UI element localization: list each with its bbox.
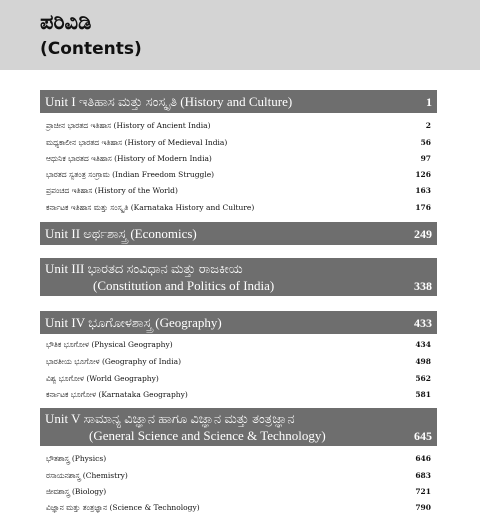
toc-entry[interactable]: ಭಾರತದ ಸ್ವತಂತ್ರ ಸಂಗ್ರಾಮ (Indian Freedom Struggle) 126 <box>46 170 431 179</box>
page-title-kannada: ಪರಿವಿಡಿ <box>40 10 92 34</box>
unit-4-heading[interactable] <box>40 311 437 334</box>
unit-1-label: Unit I ಇತಿಹಾಸ ಮತ್ತು ಸಂಸ್ಕೃತಿ (History and Culture) <box>45 94 293 109</box>
unit-3-page: 338 <box>414 279 432 293</box>
toc-entry[interactable]: ರಸಾಯನಶಾಸ್ತ್ರ (Chemistry) 683 <box>46 471 431 480</box>
unit-5-heading[interactable] <box>40 408 437 446</box>
toc-entry[interactable]: ವಿಜ್ಞಾನ ಮತ್ತು ತಂತ್ರಜ್ಞಾನ (Science & Technology) 790 <box>46 503 431 512</box>
unit-2-heading[interactable] <box>40 222 437 245</box>
toc-entry[interactable]: ಆಧುನಿಕ ಭಾರತದ ಇತಿಹಾಸ (History of Modern India) 97 <box>46 154 431 163</box>
toc-entry[interactable]: ಜೀವಶಾಸ್ತ್ರ (Biology) 721 <box>46 487 431 496</box>
unit-5-label: Unit V ಸಾಮಾನ್ಯ ವಿಜ್ಞಾನ ಹಾಗೂ ವಿಜ್ಞಾನ ಮತ್ತು ತಂತ್ರಜ್ಞಾನ <box>45 411 295 426</box>
toc-entry[interactable]: ಪ್ರಾಚೀನ ಭಾರತದ ಇತಿಹಾಸ (History of Ancient India) 2 <box>46 121 431 130</box>
unit-2-label: Unit II ಅರ್ಥಶಾಸ್ತ್ರ (Economics) <box>45 226 197 241</box>
unit-3-label: Unit III ಭಾರತದ ಸಂವಿಧಾನ ಮತ್ತು ರಾಜಕೀಯ <box>45 261 243 276</box>
unit-5-subtitle: (General Science and Science & Technology) <box>89 428 326 443</box>
unit-3-subtitle: (Constitution and Politics of India) <box>93 278 275 293</box>
toc-entry[interactable]: ಭೌತಿಕ ಭೂಗೋಳ (Physical Geography) 434 <box>46 340 431 349</box>
toc-entry[interactable]: ಕರ್ನಾಟಕ ಇತಿಹಾಸ ಮತ್ತು ಸಂಸ್ಕೃತಿ (Karnataka History and Culture) 176 <box>46 203 431 212</box>
toc-entry[interactable]: ಪ್ರಪಂಚದ ಇತಿಹಾಸ (History of the World) 163 <box>46 186 431 195</box>
unit-3-heading[interactable] <box>40 258 437 296</box>
unit-2-page: 249 <box>414 227 432 241</box>
unit-5-page: 645 <box>414 429 432 443</box>
page-title-english: (Contents) <box>40 39 142 59</box>
unit-1-heading[interactable] <box>40 90 437 113</box>
toc-entry[interactable]: ಮಧ್ಯಕಾಲೀನ ಭಾರತದ ಇತಿಹಾಸ (History of Medieval India) 56 <box>46 138 431 147</box>
unit-4-label: Unit IV ಭೂಗೋಳಶಾಸ್ತ್ರ (Geography) <box>45 315 222 330</box>
toc-entry[interactable]: ಕರ್ನಾಟಕ ಭೂಗೋಳ (Karnataka Geography) 581 <box>46 390 431 399</box>
unit-1-page: 1 <box>426 95 432 109</box>
toc-entry[interactable]: ಭಾರತೀಯ ಭೂಗೋಳ (Geography of India) 498 <box>46 357 431 366</box>
toc-entry[interactable]: ವಿಶ್ವ ಭೂಗೋಳ (World Geography) 562 <box>46 374 431 383</box>
toc-entry[interactable]: ಭೌತಶಾಸ್ತ್ರ (Physics) 646 <box>46 454 431 463</box>
unit-4-page: 433 <box>414 316 432 330</box>
contents-header <box>0 0 480 70</box>
